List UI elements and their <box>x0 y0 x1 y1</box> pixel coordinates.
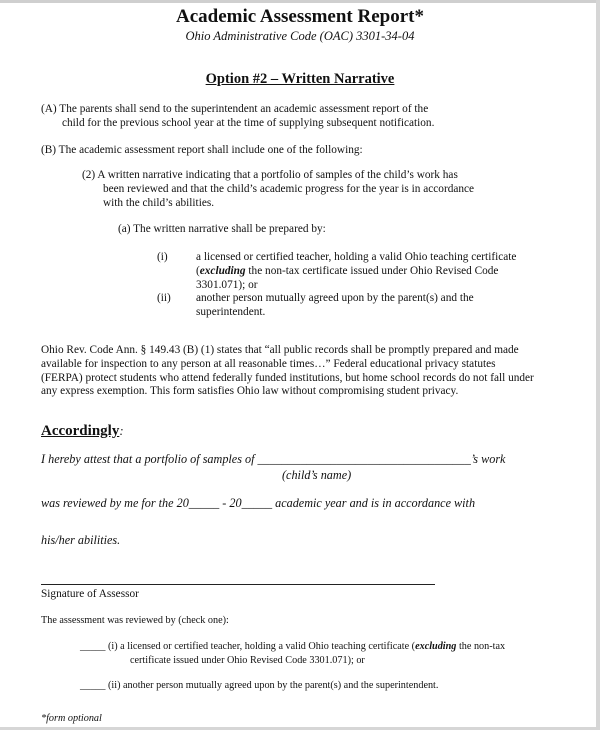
review-intro: The assessment was reviewed by (check one): <box>41 615 229 626</box>
sub-i-line-1: a licensed or certified teacher, holding a valid Ohio teaching certificate <box>196 251 517 263</box>
review-option-1-excluding: excluding <box>415 641 457 652</box>
rev-code-line-1: Ohio Rev. Code Ann. § 149.43 (B) (1) states that “all public records shall be promptly prepared and made <box>41 344 519 356</box>
sub-i-open-paren: ( <box>196 265 200 277</box>
attest-line-2: was reviewed by me for the 20_____ - 20_____ academic year and is in accordance with <box>41 496 476 510</box>
review-option-1[interactable] <box>80 640 505 653</box>
rev-code-line-2: available for inspection to any person at all reasonable times…” Federal educational privacy statutes <box>41 358 496 370</box>
item-2-line-1: (2) A written narrative indicating that a portfolio of samples of the child’s work has <box>82 169 458 181</box>
sub-i-excluding: excluding <box>199 265 246 277</box>
accordingly-colon: : <box>119 423 124 438</box>
sub-i-line-3: 3301.071); or <box>196 279 258 291</box>
sub-ii-line-2: superintendent. <box>196 306 266 318</box>
review-option-1-line-2: certificate issued under Ohio Revised Code 3301.071); or <box>130 655 365 666</box>
accordingly-heading <box>41 422 124 440</box>
signature-line[interactable] <box>41 584 435 585</box>
rev-code-line-3: (FERPA) protect students who attend federally funded institutions, but home school records do not fall under <box>41 372 534 384</box>
attest-line-3: his/her abilities. <box>41 533 121 547</box>
review-option-1-suffix: the non-tax <box>456 641 506 652</box>
review-option-1-prefix: _____ (i) a licensed or certified teacher, holding a valid Ohio teaching certificate ( <box>80 641 416 652</box>
sub-ii-number: (ii) <box>157 292 171 304</box>
report-title: Academic Assessment Report* <box>175 6 424 27</box>
sub-ii-line-1: another person mutually agreed upon by the parent(s) and the <box>196 292 474 304</box>
sub-i-number: (i) <box>157 251 168 263</box>
rev-code-line-4: any express exemption. This form satisfies Ohio law without compromising student privacy. <box>41 385 459 397</box>
review-option-2[interactable]: _____ (ii) another person mutually agreed upon by the parent(s) and the superintendent. <box>80 680 439 691</box>
footnote: *form optional <box>41 713 102 724</box>
page-right-border <box>596 0 600 730</box>
sub-i-line-2 <box>196 265 498 278</box>
sub-i-line-2-rest: the non-tax certificate issued under Ohio Revised Code <box>245 265 499 277</box>
para-b-line-1: (B) The academic assessment report shall include one of the following: <box>41 144 363 156</box>
attest-line-1: I hereby attest that a portfolio of samples of ___________________________________’s work <box>41 452 506 466</box>
item-2-line-2: been reviewed and that the child’s academic progress for the year is in accordance <box>103 183 475 195</box>
para-a-line-2: child for the previous school year at the time of supplying subsequent notification. <box>62 117 435 129</box>
accordingly-word: Accordingly <box>41 423 120 439</box>
child-name-label: (child’s name) <box>282 468 352 482</box>
option-heading: Option #2 – Written Narrative <box>205 71 395 87</box>
signature-label: Signature of Assessor <box>41 588 139 600</box>
para-a-line-1: (A) The parents shall send to the superintendent an academic assessment report of the <box>41 103 429 115</box>
page-top-border <box>0 0 600 3</box>
item-2a-line: (a) The written narrative shall be prepared by: <box>118 223 326 235</box>
item-2-line-3: with the child’s abilities. <box>103 197 215 209</box>
report-subtitle: Ohio Administrative Code (OAC) 3301-34-04 <box>185 29 415 43</box>
